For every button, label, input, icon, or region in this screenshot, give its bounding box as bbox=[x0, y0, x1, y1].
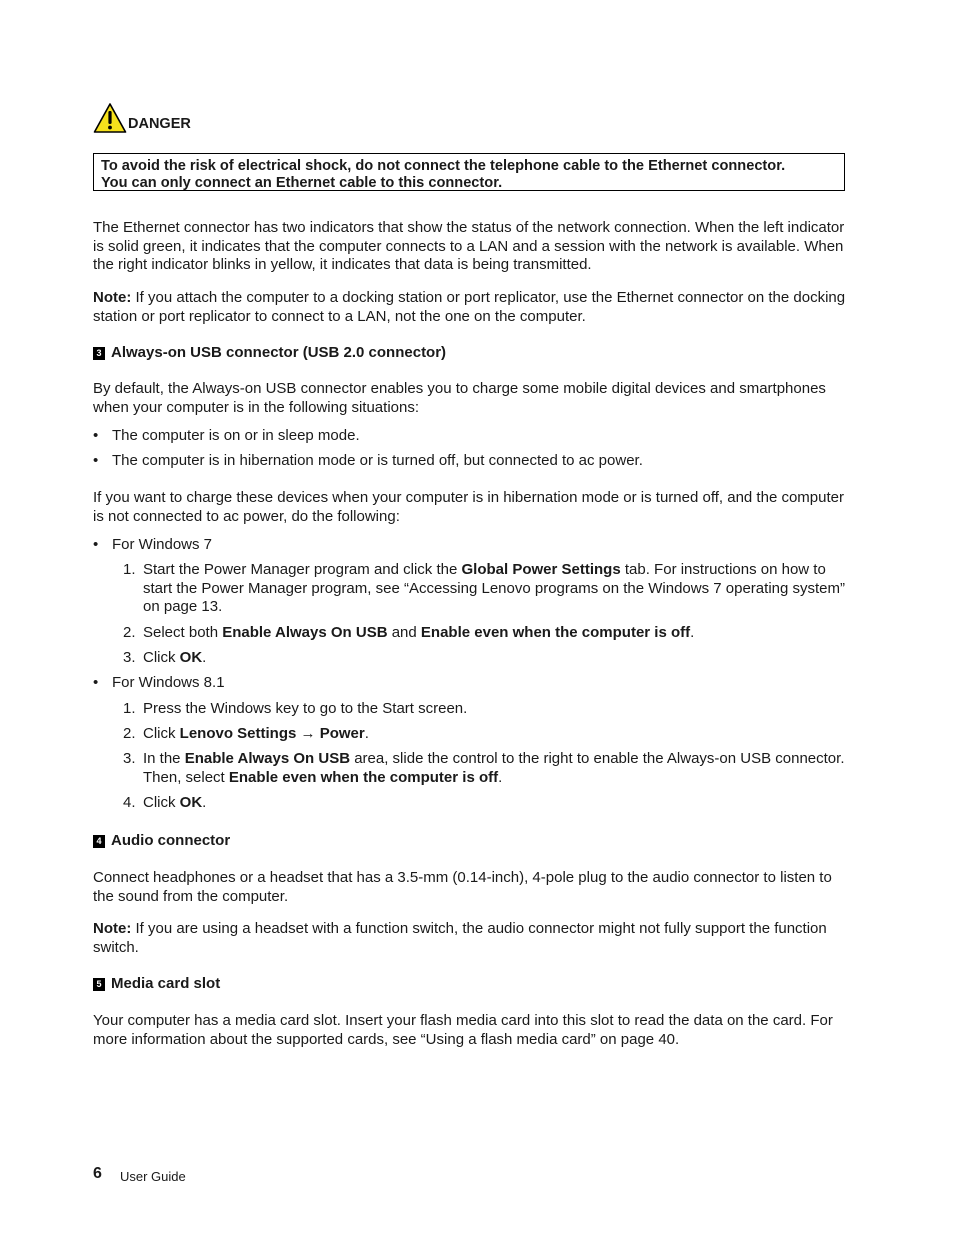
step-number: 4. bbox=[123, 794, 136, 811]
footer-title: User Guide bbox=[120, 1169, 186, 1184]
list-item-text: For Windows 8.1 bbox=[112, 674, 225, 691]
step-text: Press the Windows key to go to the Start screen. bbox=[143, 700, 468, 717]
callout-number-badge: 4 bbox=[93, 835, 105, 848]
ethernet-paragraph: The Ethernet connector has two indicators that show the status of the network connection. When the left indicator is solid green, it indicates that the computer connects to a LAN and a session with the network is available. When the right indicator blinks in yellow, it indicates that data is being transmitted. bbox=[93, 219, 845, 273]
bullet-marker: • bbox=[93, 536, 99, 553]
step-text: In the Enable Always On USB area, slide the control to the right to enable the Always-on USB connector. Then, select Enable even when the computer is off. bbox=[143, 750, 845, 786]
danger-label: DANGER bbox=[128, 115, 191, 132]
step-text: Click Lenovo Settings → Power. bbox=[143, 725, 369, 742]
bullet-marker: • bbox=[93, 674, 99, 691]
audio-note bbox=[93, 920, 848, 957]
step-number: 1. bbox=[123, 561, 136, 578]
step-text: Start the Power Manager program and click the Global Power Settings tab. For instructions on how to start the Power Manager program, see “Accessing Lenovo programs on the Windows 7 operating system” on page 13. bbox=[143, 561, 845, 615]
callout-number-badge: 3 bbox=[93, 347, 105, 360]
usb-intro-paragraph: By default, the Always-on USB connector enables you to charge some mobile digital devices and smartphones when your computer is in the following situations: bbox=[93, 380, 826, 416]
bullet-marker: • bbox=[93, 452, 99, 469]
list-item-text: For Windows 7 bbox=[112, 536, 213, 553]
audio-section-heading bbox=[93, 832, 230, 851]
note-text: If you attach the computer to a docking station or port replicator, use the Ethernet connector on the docking station or port replicator to connect to a LAN, not the one on the computer. bbox=[93, 289, 846, 325]
ethernet-note bbox=[93, 289, 848, 326]
media-section-heading bbox=[93, 975, 220, 994]
bullet-marker: • bbox=[93, 427, 99, 444]
usb-section-heading bbox=[93, 344, 446, 363]
note-label: Note: bbox=[93, 289, 132, 306]
step-text: Click OK. bbox=[143, 649, 207, 666]
arrow-right-icon: → bbox=[300, 725, 316, 742]
step-number: 3. bbox=[123, 750, 136, 767]
callout-number-badge: 5 bbox=[93, 978, 105, 991]
list-item-text: The computer is on or in sleep mode. bbox=[112, 427, 360, 444]
step-number: 2. bbox=[123, 624, 136, 641]
step-number: 1. bbox=[123, 700, 136, 717]
note-text: If you are using a headset with a function switch, the audio connector might not fully support the function switch. bbox=[93, 920, 827, 956]
audio-paragraph: Connect headphones or a headset that has a 3.5-mm (0.14-inch), 4-pole plug to the audio connector to listen to the sound from the computer. bbox=[93, 869, 832, 905]
danger-warning-line-2: You can only connect an Ethernet cable to this connector. bbox=[101, 175, 503, 191]
media-paragraph: Your computer has a media card slot. Insert your flash media card into this slot to read the data on the card. For more information about the supported cards, see “Using a flash media card” on page 40. bbox=[93, 1012, 833, 1048]
danger-warning-line-1: To avoid the risk of electrical shock, do not connect the telephone cable to the Ethernet connector. bbox=[101, 158, 786, 174]
warning-triangle-icon bbox=[93, 102, 127, 134]
heading-text: Media card slot bbox=[111, 975, 221, 992]
step-text: Select both Enable Always On USB and Enable even when the computer is off. bbox=[143, 624, 695, 641]
list-item-text: The computer is in hibernation mode or is turned off, but connected to ac power. bbox=[112, 452, 643, 469]
danger-header bbox=[93, 102, 191, 134]
heading-text: Always-on USB connector (USB 2.0 connector) bbox=[111, 344, 447, 361]
step-number: 2. bbox=[123, 725, 136, 742]
step-text: Click OK. bbox=[143, 794, 207, 811]
danger-warning-box bbox=[93, 153, 845, 191]
note-label: Note: bbox=[93, 920, 132, 937]
page-number: 6 bbox=[93, 1165, 102, 1182]
step-number: 3. bbox=[123, 649, 136, 666]
usb-charge-paragraph: If you want to charge these devices when your computer is in hibernation mode or is turned off, and the computer is not connected to ac power, do the following: bbox=[93, 489, 844, 525]
heading-text: Audio connector bbox=[111, 832, 231, 849]
